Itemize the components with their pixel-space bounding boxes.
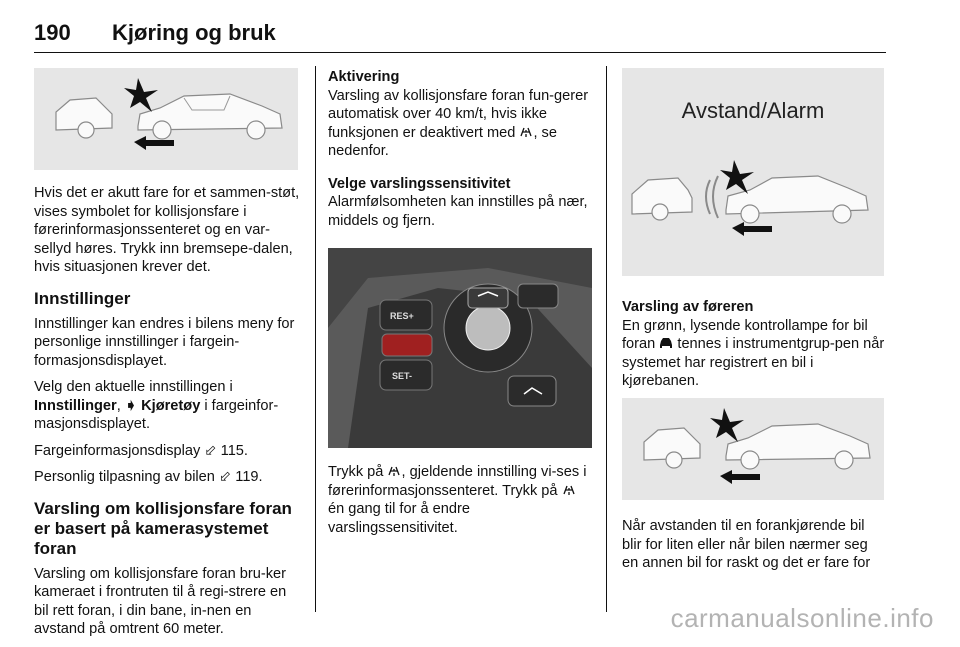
middle-column-top xyxy=(328,68,594,238)
column-divider-1 xyxy=(315,66,316,612)
activation-text: Varsling av kollisjonsfare foran fun-gerer automatisk over 40 km/t, hvis ikke funksjonen er deaktivert med xyxy=(328,87,589,141)
column-divider-2 xyxy=(606,66,607,612)
settings-separator: , xyxy=(116,397,125,414)
right-column-bottom xyxy=(622,517,888,581)
page-number: 190 xyxy=(34,20,71,45)
settings-path-pre: Velg den aktuelle innstillingen i xyxy=(34,379,233,395)
heading-camera-warning: Varsling om kollisjonsfare foran er basert på kamerasystemet foran xyxy=(34,498,292,558)
display-alarm-illustration xyxy=(622,68,884,276)
driver-alert-text-a: En grønn, lysende kontrollampe for bil foran xyxy=(622,317,868,352)
collision-alert-icon xyxy=(387,465,401,477)
watermark: carmanualsonline.info xyxy=(670,603,934,633)
press-text-a: Trykk på xyxy=(328,464,384,480)
xref-personalization-text: Personlig tilpasning av bilen xyxy=(34,469,215,485)
middle-column-bottom xyxy=(328,463,594,545)
collision-cars-graphic xyxy=(622,398,884,500)
distance-alarm-display-graphic xyxy=(622,68,884,276)
steering-wheel-controls-graphic xyxy=(328,248,592,448)
intro-paragraph: Hvis det er akutt fare for et sammen-støt, vises symbolet for kollisjonsfare i førerinformasjonssenteret og en var-sellyd høres. Trykk inn bremsepe-dalen, hvis situasjonen krever det. xyxy=(34,185,300,275)
collision-alert-icon xyxy=(519,126,533,138)
press-instruction-paragraph xyxy=(328,463,594,537)
xref-arrow-icon: ⬃ xyxy=(218,469,232,485)
vehicle-ahead-icon xyxy=(659,337,673,349)
xref-color-display[interactable] xyxy=(34,442,300,461)
steering-wheel-photo xyxy=(328,248,592,448)
activation-text-end: , se nedenfor. xyxy=(328,124,557,159)
page-header xyxy=(34,18,886,53)
press-text-b: , gjeldende innstilling vi-ses i førerinformasjonssenteret. Trykk på xyxy=(328,464,587,499)
right-column-top xyxy=(622,298,888,399)
press-text-c: én gang til for å endre varslingssensitivitet. xyxy=(328,501,470,536)
camera-warning-paragraph: Varsling om kollisjonsfare foran bru-ker kameraet i frontruten til å regi-strere en bil rett foran, i din bane, in-nen en avstand på omtrent 60 meter. xyxy=(34,565,287,637)
res-button-label: RES+ xyxy=(390,311,414,321)
heading-driver-alert: Varsling av føreren xyxy=(622,299,754,315)
activation-paragraph xyxy=(328,87,594,161)
heading-activation: Aktivering xyxy=(328,69,400,85)
left-column xyxy=(34,184,300,647)
xref-personalization[interactable] xyxy=(34,468,300,487)
xref-color-display-text: Fargeinformasjonsdisplay xyxy=(34,442,201,459)
heading-settings: Innstillinger xyxy=(34,288,131,308)
settings-paragraph: Innstillinger kan endres i bilens meny for personlige innstillinger i fargein-formasjonsdisplayet. xyxy=(34,315,295,369)
driver-alert-paragraph xyxy=(622,317,888,391)
vehicle-menu-name: Kjøretøy xyxy=(141,397,201,414)
menu-arrow-icon: ➧ xyxy=(124,397,138,414)
xref-arrow-icon: ⬃ xyxy=(204,442,217,459)
distance-warning-paragraph: Når avstanden til en forankjørende bil blir for liten eller når bilen nærmer seg en annen bil for raskt og det er fare for xyxy=(622,518,871,571)
collision-illustration-top xyxy=(34,68,298,170)
xref-color-display-page: 115. xyxy=(220,442,248,459)
settings-menu-name: Innstillinger xyxy=(34,397,117,414)
page-title: Kjøring og bruk xyxy=(112,20,276,45)
collision-alert-icon xyxy=(562,484,576,496)
xref-personalization-page: 119. xyxy=(235,469,263,485)
display-title: Avstand/Alarm xyxy=(681,98,825,123)
settings-path-post: i fargeinfor-masjonsdisplayet. xyxy=(34,397,279,432)
driver-alert-text-b: tennes i instrumentgrup-pen når systemet har registrert en bil i kjørebanen. xyxy=(622,336,885,389)
set-button-label: SET- xyxy=(392,371,413,381)
settings-path-paragraph xyxy=(34,378,300,434)
collision-illustration-right xyxy=(622,398,884,500)
collision-cars-graphic xyxy=(34,68,298,170)
heading-sensitivity: Velge varslingssensitivitet xyxy=(328,175,511,192)
sensitivity-paragraph: Alarmfølsomheten kan innstilles på nær, middels og fjern. xyxy=(328,194,588,229)
